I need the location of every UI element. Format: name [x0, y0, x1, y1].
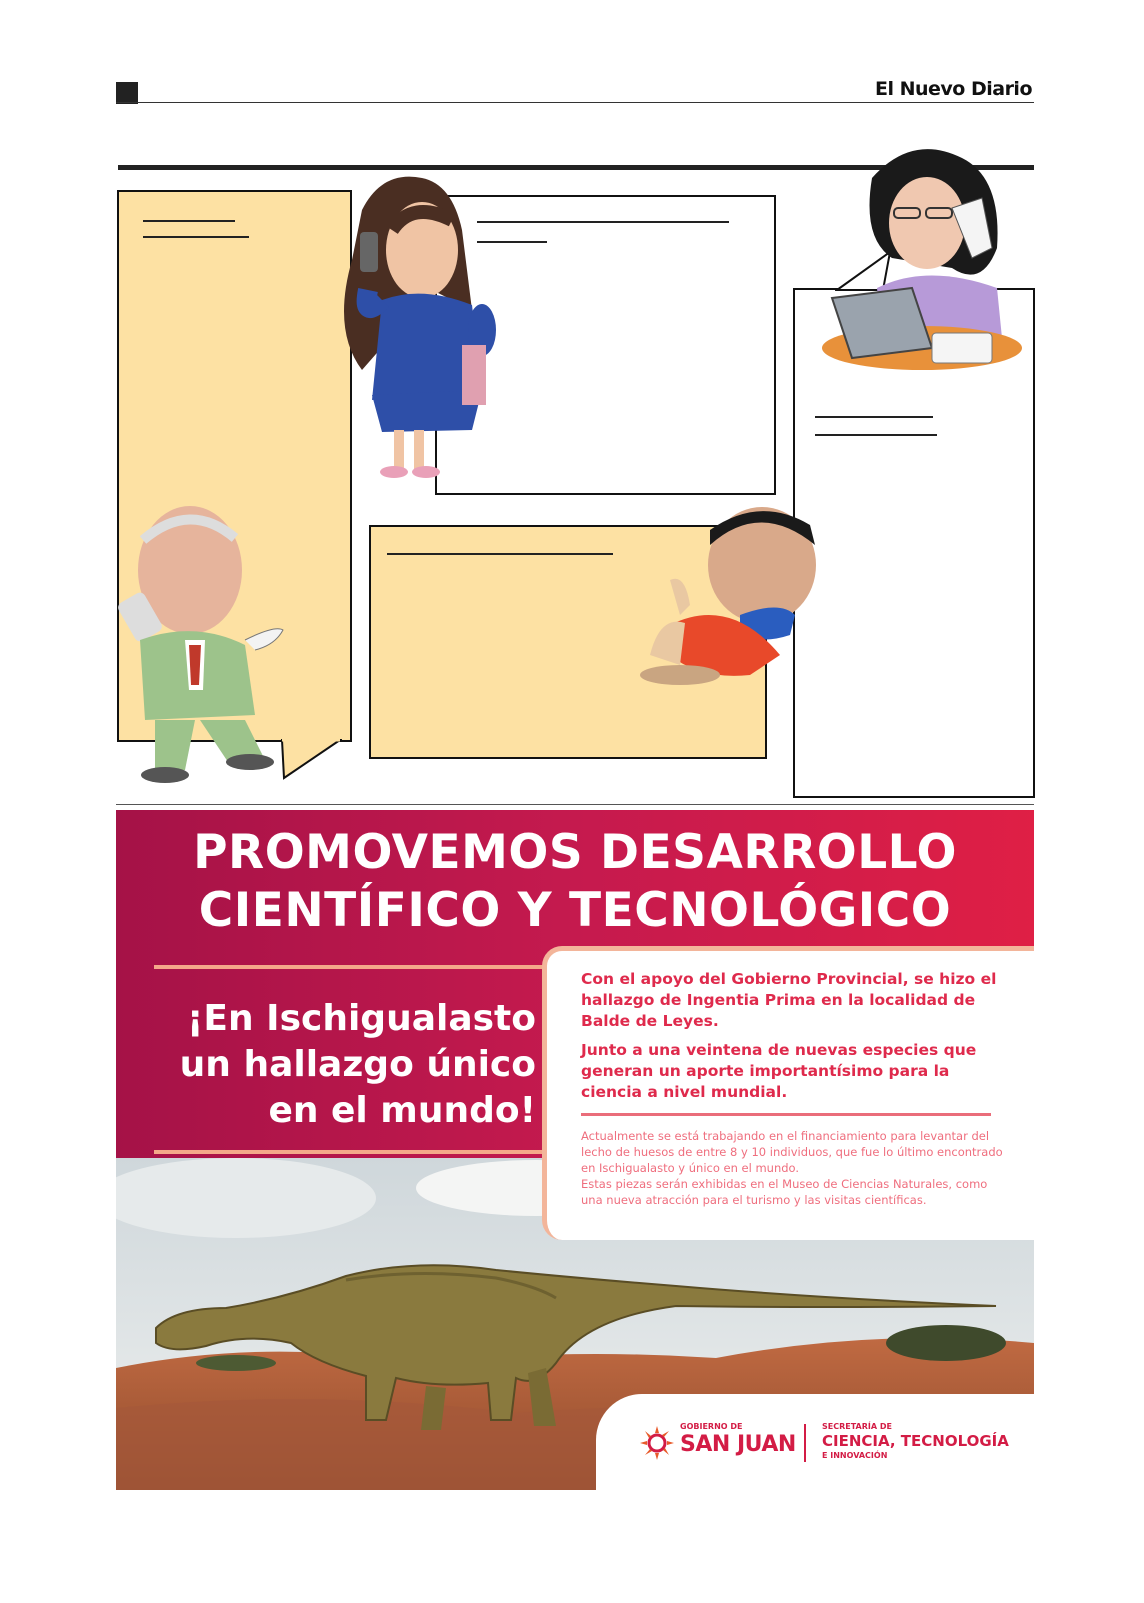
logo-sec-name: CIENCIA, TECNOLOGÍA — [822, 1432, 1009, 1450]
panel-title-line — [143, 220, 235, 222]
ad-slogan-line2: un hallazgo único — [179, 1044, 536, 1085]
panel-title-line — [387, 553, 613, 555]
panel-subtitle-line — [815, 434, 937, 436]
ad-headline-line1: PROMOVEMOS DESARROLLO — [193, 825, 957, 880]
government-advertisement — [116, 810, 1034, 1490]
ad-headline — [116, 824, 1034, 940]
ad-small-paragraph-2: Estas piezas serán exhibidas en el Museo de Ciencias Naturales, como una nueva atracción para el turismo y las visitas científicas. — [581, 1177, 988, 1207]
page-number-marker — [116, 82, 138, 104]
caricature-man-green-suit — [115, 500, 295, 790]
ad-headline-line2: CIENTÍFICO Y TECNOLÓGICO — [198, 883, 952, 938]
logo-separator — [804, 1424, 806, 1462]
ad-divider-rule — [116, 804, 1034, 805]
logo-gov-small: GOBIERNO DE — [680, 1422, 743, 1431]
ad-slogan-line3: en el mundo! — [268, 1090, 536, 1131]
logo-sec-small: SECRETARÍA DE — [822, 1422, 892, 1431]
ad-accent-line — [154, 1150, 546, 1154]
caricature-man-reclining — [640, 505, 840, 705]
ad-logo-area — [596, 1394, 1034, 1490]
caricature-woman-phone — [322, 170, 512, 490]
card-divider — [581, 1113, 991, 1116]
caricature-woman-laptop — [822, 138, 1032, 393]
panel-title-line — [815, 416, 933, 418]
header-rule — [116, 102, 1034, 103]
ad-info-card — [542, 946, 1034, 1240]
ad-slogan-line1: ¡En Ischigualasto — [187, 998, 536, 1039]
ad-slogan — [136, 996, 536, 1134]
ad-paragraph-2: Junto a una veintena de nuevas especies que generan un aporte importantísimo para la ciencia a nivel mundial. — [581, 1041, 977, 1101]
masthead: El Nuevo Diario — [874, 78, 1032, 100]
ad-paragraph-1: Con el apoyo del Gobierno Provincial, se hizo el hallazgo de Ingentia Prima en la localidad de Balde de Leyes. — [581, 970, 997, 1030]
panel-title-line — [477, 221, 729, 223]
san-juan-sun-logo-icon — [638, 1424, 676, 1462]
panel-subtitle-line — [143, 236, 249, 238]
logo-sec-small-2: E INNOVACIÓN — [822, 1451, 888, 1460]
ad-small-paragraph-1: Actualmente se está trabajando en el financiamiento para levantar del lecho de huesos de entre 8 y 10 individuos, que fue lo último encontrado en Ischigualasto y único en el mundo. — [581, 1129, 1003, 1175]
logo-gov-name: SAN JUAN — [680, 1432, 796, 1457]
ad-accent-line — [154, 965, 546, 969]
